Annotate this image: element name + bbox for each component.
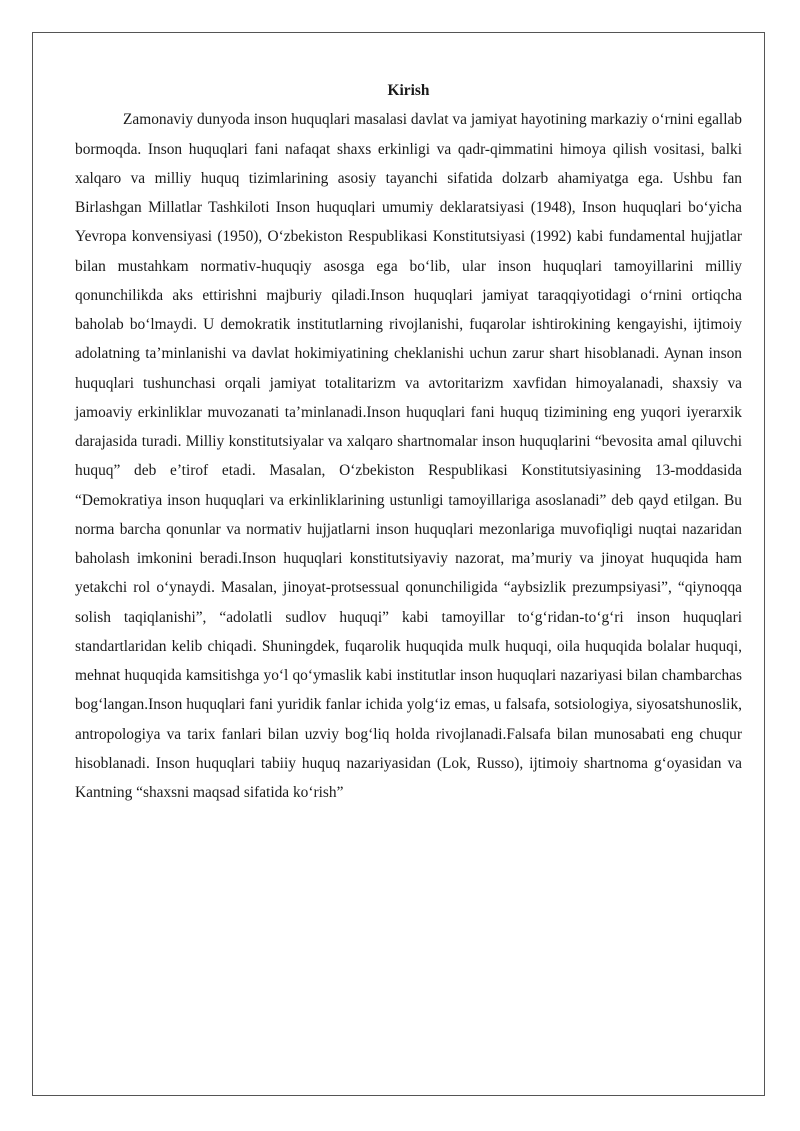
document-content: [75, 76, 742, 807]
body-paragraph: Zamonaviy dunyoda inson huquqlari masalasi davlat va jamiyat hayotining markaziy o‘rnini egallab bormoqda. Inson huquqlari fani nafaqat shaxs erkinligi va qadr-qimmatini himoya qilish vositasi, balki xalqaro va milliy huquq tizimlarining asosiy tayanchi sifatida dolzarb ahamiyatga ega. Ushbu fan Birlashgan Millatlar Tashkiloti Inson huquqlari umumiy deklaratsiyasi (1948), Inson huquqlari bo‘yicha Yevropa konvensiyasi (1950), O‘zbekiston Respublikasi Konstitutsiyasi (1992) kabi fundamental hujjatlar bilan mustahkam normativ-huquqiy asosga ega bo‘lib, ular inson huquqlari tamoyillarini milliy qonunchilikda aks ettirishni majburiy qiladi.Inson huquqlari jamiyat taraqqiyotidagi o‘rnini ortiqcha baholab bo‘lmaydi. U demokratik institutlarning rivojlanishi, fuqarolar ishtirokining kengayishi, ijtimoiy adolatning ta’minlanishi va davlat hokimiyatining cheklanishi uchun zarur shart hisoblanadi. Aynan inson huquqlari tushunchasi orqali jamiyat totalitarizm va avtoritarizm xavfidan himoyalanadi, shaxsiy va jamoaviy erkinliklar muvozanati ta’minlanadi.Inson huquqlari fani huquq tizimining eng yuqori iyerarxik darajasida turadi. Milliy konstitutsiyalar va xalqaro shartnomalar inson huquqlarini “bevosita amal qiluvchi huquq” deb e’tirof etadi. Masalan, O‘zbekiston Respublikasi Konstitutsiyasining 13-moddasida “Demokratiya inson huquqlari va erkinliklarining ustunligi tamoyillariga asoslanadi” deb qayd etilgan. Bu norma barcha qonunlar va normativ hujjatlarni inson huquqlari mezonlariga muvofiqligi nuqtai nazaridan baholash imkonini beradi.Inson huquqlari konstitutsiyaviy nazorat, ma’muriy va jinoyat huquqida ham yetakchi rol o‘ynaydi. Masalan, jinoyat-protsessual qonunchiligida “aybsizlik prezumpsiyasi”, “qiynoqqa solish taqiqlanishi”, “adolatli sudlov huquqi” kabi tamoyillar to‘g‘ridan-to‘g‘ri inson huquqlari standartlaridan kelib chiqadi. Shuningdek, fuqarolik huquqida mulk huquqi, oila huquqida bolalar huquqi, mehnat huquqida kamsitishga yo‘l qo‘ymaslik kabi institutlar inson huquqlari nazariyasi bilan chambarchas bog‘langan.Inson huquqlari fani yuridik fanlar ichida yolg‘iz emas, u falsafa, sotsiologiya, siyosatshunoslik, antropologiya va tarix fanlari bilan uzviy bog‘liq holda rivojlanadi.Falsafa bilan munosabati eng chuqur hisoblanadi. Inson huquqlari tabiiy huquq nazariyasidan (Lok, Russo), ijtimoiy shartnoma g‘oyasidan va Kantning “shaxsni maqsad sifatida ko‘rish”: [75, 111, 742, 801]
document-title: Kirish: [387, 82, 430, 99]
